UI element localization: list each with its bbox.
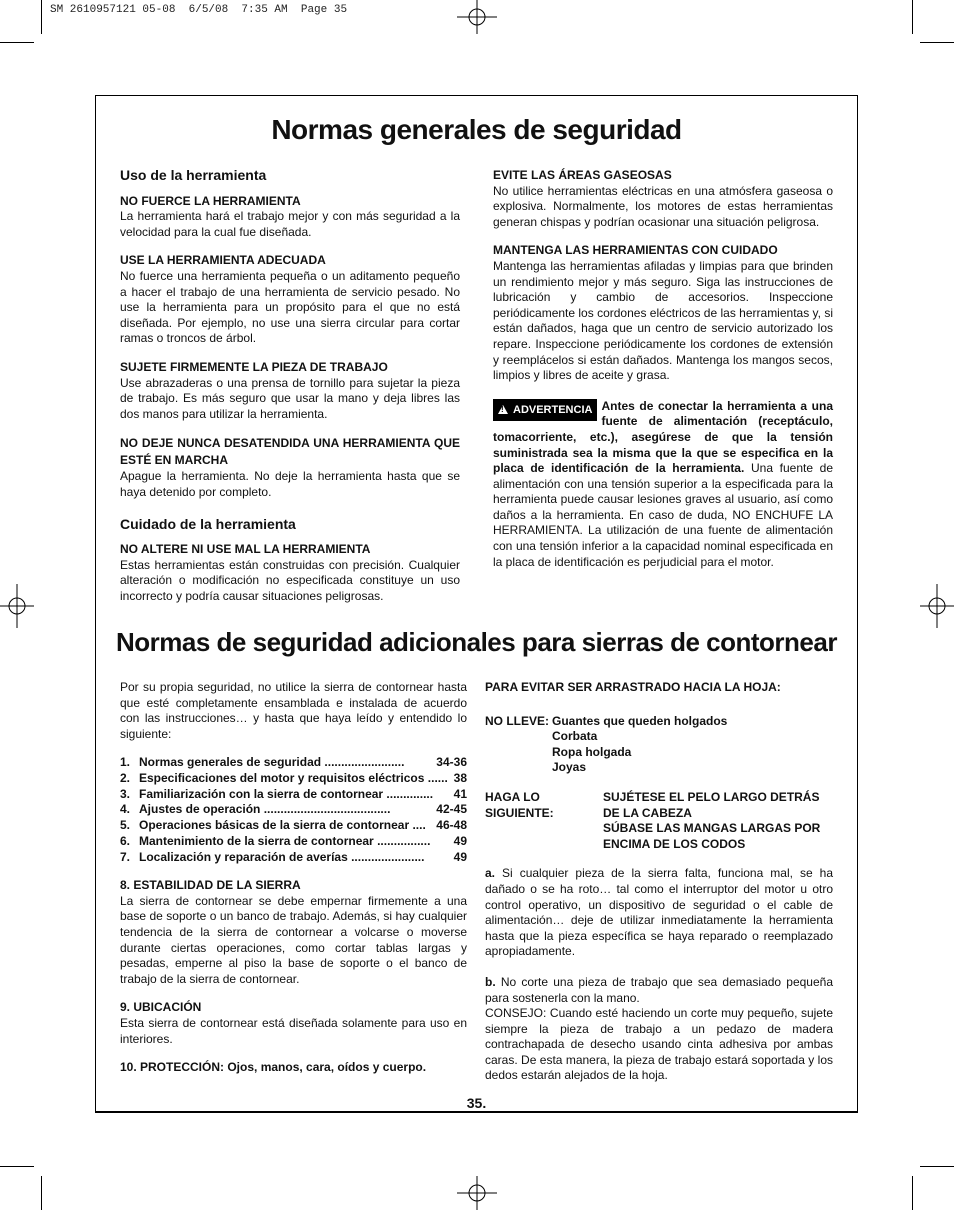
- toc-page: 49: [453, 833, 467, 848]
- rule-heading: NO FUERCE LA HERRAMIENTA: [120, 193, 301, 208]
- crop-mark: [41, 0, 42, 34]
- jigsaw-safety-left-column: [120, 680, 467, 1076]
- section-title: Normas de seguridad adicionales para sierras de contornear: [116, 627, 837, 657]
- rule-heading: MANTENGA LAS HERRAMIENTAS CON CUIDADO: [493, 243, 778, 258]
- page-title: Normas generales de seguridad: [271, 114, 682, 145]
- rule-heading: 8. ESTABILIDAD DE LA SIERRA: [120, 878, 301, 893]
- registration-mark-icon: [455, 0, 499, 34]
- rule-text: La sierra de contornear se debe empernar firmemente a una base de soporte o un banco de trabajo. Además, si hay cualquier tendencia de la sierra de contornear a volcarse o moverse durante ciertas operaciones, como cortar tablas largas y pesadas, emperne al piso la base de soporte o el banco de trabajo de la sierra de contornear.: [120, 893, 467, 986]
- toc-leader: ........................: [321, 755, 405, 770]
- toc-page: 42-45: [436, 802, 467, 817]
- toc-title: Normas generales de seguridad ........................: [139, 755, 405, 770]
- warning-badge-label: ADVERTENCIA: [513, 403, 593, 416]
- item-label: b.: [485, 974, 496, 989]
- toc-list: [120, 755, 467, 865]
- warning-bold-text: Antes de conectar la herramienta a una fuente de alimentación (receptáculo, tomacorriente, etc.), asegúrese de que la tensión suministrada sea la misma que la que se especifica en la placa de identificación de la herramienta.: [493, 398, 833, 476]
- haga-label: HAGA LO SIGUIENTE:: [485, 789, 554, 820]
- crop-mark: [912, 1176, 913, 1210]
- toc-row: [120, 850, 467, 866]
- toc-row: [120, 802, 467, 818]
- toc-leader: ................: [373, 833, 431, 848]
- toc-title: Especificaciones del motor y requisitos eléctricos ......: [139, 771, 448, 786]
- rule-text: Mantenga las herramientas afiladas y limpias para que brinden un rendimiento mejor y más seguro. Siga las instrucciones de lubricación y cambio de accesorios. Inspeccione periódicamente los cordones eléctricos de las herramientas y, si están dañados, haga que un centro de servicio autorizado los repare. Inspeccione periódicamente los cordones de extensión y reemplácelos si están dañados. Mantenga los mangos secos, limpios y libres de aceite y grasa.: [493, 258, 833, 383]
- toc-number: 5.: [120, 818, 131, 833]
- item-text: Si cualquier pieza de la sierra falta, funciona mal, se ha dañado o se ha roto… tal como el interruptor del motor u otro control operativo, un dispositivo de seguridad o el cable de alimentación… deje de utilizar inmediatamente la herramienta hasta que la pieza específica se haya reparado o reemplazado apropiadamente.: [485, 866, 833, 959]
- toc-page: 38: [453, 771, 467, 786]
- rule-text: Use abrazaderas o una prensa de tornillo para sujetar la pieza de trabajo. Es más seguro que usar la mano y deja libres las dos manos para utilizar la herramienta.: [120, 375, 460, 421]
- intro-text: Por su propia seguridad, no utilice la sierra de contornear hasta que esté completamente ensamblada e instalada de acuerdo con las instrucciones… y hasta que haya leído y entendido lo siguiente:: [120, 680, 467, 741]
- print-slug: SM 2610957121 05-08 6/5/08 7:35 AM Page 35: [50, 4, 348, 16]
- toc-row: [120, 771, 467, 787]
- rule-text: La herramienta hará el trabajo mejor y con más seguridad a la velocidad para la cual fue diseñada.: [120, 209, 460, 239]
- haga-item: SUJÉTESE EL PELO LARGO DETRÁS: [603, 789, 820, 804]
- crop-mark: [920, 42, 954, 43]
- toc-title: Ajustes de operación ......................................: [139, 802, 391, 817]
- warning-block: [493, 399, 833, 571]
- rule-heading: 10. PROTECCIÓN: Ojos, manos, cara, oídos y cuerpo.: [120, 1060, 427, 1075]
- toc-number: 4.: [120, 802, 131, 817]
- rule-heading: USE LA HERRAMIENTA ADECUADA: [120, 253, 326, 268]
- rule-text: Esta sierra de contornear está diseñada solamente para uso en interiores.: [120, 1016, 467, 1046]
- toc-leader: ..............: [383, 786, 434, 801]
- rule-heading: SUJETE FIRMEMENTE LA PIEZA DE TRABAJO: [120, 359, 388, 374]
- crop-mark: [41, 1176, 42, 1210]
- general-safety-right-column: [493, 168, 833, 570]
- toc-number: 6.: [120, 833, 131, 848]
- toc-number: 2.: [120, 771, 131, 786]
- registration-mark-icon: [920, 584, 954, 628]
- toc-number: 1.: [120, 755, 131, 770]
- no-lleve-label: NO LLEVE:: [485, 713, 550, 728]
- no-lleve-item: Ropa holgada: [552, 744, 632, 759]
- registration-mark-icon: [455, 1176, 499, 1210]
- toc-leader: ......: [424, 771, 448, 786]
- warning-text: Una fuente de alimentación con una tensión superior a la especificada para la herramienta puede causar lesiones graves al usuario, así como daños a la herramienta. En caso de duda, NO ENCHUFE LA HERRAMIENTA. La utilización de una fuente de alimentación con una tensión inferior a la capacidad nominal especificada en la placa de identificación es perjudicial para el motor.: [493, 461, 833, 569]
- section-subheading: Cuidado de la herramienta: [120, 515, 296, 532]
- toc-row: [120, 755, 467, 771]
- rule-heading: NO ALTERE NI USE MAL LA HERRAMIENTA: [120, 542, 371, 557]
- toc-page: 34-36: [436, 755, 467, 770]
- toc-title: Operaciones básicas de la sierra de contornear ....: [139, 818, 426, 833]
- haga-item: SÚBASE LAS MANGAS LARGAS POR: [603, 821, 821, 836]
- toc-leader: ....: [409, 818, 426, 833]
- no-lleve-item: Guantes que queden holgados: [552, 713, 728, 728]
- section-subheading: Uso de la herramienta: [120, 167, 267, 183]
- crop-mark: [912, 0, 913, 34]
- rule-text: Estas herramientas están construidas con precisión. Cualquier alteración o modificación no especificada constituye un uso incorrecto y podría causar situaciones peligrosas.: [120, 557, 460, 603]
- haga-items: [603, 790, 820, 852]
- crop-mark: [0, 42, 34, 43]
- warning-triangle-icon: [498, 405, 508, 414]
- rule-text: No fuerce una herramienta pequeña o un aditamento pequeño a hacer el trabajo de una herramienta de servicio pesado. No use la herramienta para un propósito para el que no está diseñada. Por ejemplo, no use una sierra circular para cortar ramas o troncos de árbol.: [120, 268, 460, 346]
- toc-title: Familiarización con la sierra de contornear ..............: [139, 786, 434, 801]
- toc-leader: ......................................: [260, 802, 391, 817]
- toc-page: 46-48: [436, 818, 467, 833]
- haga-list: [485, 790, 833, 852]
- rule-text: Apague la herramienta. No deje la herramienta hasta que se haya detenido por completo.: [120, 469, 460, 499]
- rule-text: [485, 866, 833, 960]
- item-text: No corte una pieza de trabajo que sea demasiado pequeña para sostenerla con la mano.: [485, 974, 833, 1005]
- toc-title: Mantenimiento de la sierra de contornear ................: [139, 833, 431, 848]
- rule-heading: 9. UBICACIÓN: [120, 1000, 202, 1015]
- toc-title: Localización y reparación de averías ......................: [139, 849, 425, 864]
- registration-mark-icon: [0, 584, 34, 628]
- page-number: 35.: [466, 1095, 487, 1111]
- toc-number: 7.: [120, 849, 131, 864]
- toc-row: [120, 834, 467, 850]
- haga-item: DE LA CABEZA: [603, 805, 692, 820]
- rule-text: No utilice herramientas eléctricas en una atmósfera gaseosa o explosiva. Normalmente, los motores de estas herramientas generan chispas y podrían ocasionar una situación peligrosa.: [493, 183, 833, 229]
- jigsaw-safety-right-column: [485, 680, 833, 1084]
- toc-page: 49: [453, 849, 467, 864]
- toc-row: [120, 818, 467, 834]
- warning-badge: [493, 399, 597, 421]
- rule-heading: EVITE LAS ÁREAS GASEOSAS: [493, 168, 672, 182]
- rule-heading: NO DEJE NUNCA DESATENDIDA UNA HERRAMIENTA QUE ESTÉ EN MARCHA: [120, 436, 460, 468]
- no-lleve-items: [552, 714, 727, 776]
- haga-item: ENCIMA DE LOS CODOS: [603, 836, 746, 851]
- no-lleve-item: Corbata: [552, 729, 598, 744]
- tip-text: CONSEJO: Cuando esté haciendo un corte muy pequeño, sujete siempre la pieza de trabajo a un pedazo de madera contrachapada de desecho usando cinta adhesiva por ambas caras. De esta manera, la pieza de trabajo estará soportada y los dedos estarán alejados de la hoja.: [485, 1006, 833, 1083]
- toc-number: 3.: [120, 786, 131, 801]
- toc-leader: ......................: [347, 849, 425, 864]
- general-safety-left-column: [120, 168, 460, 604]
- rule-text: [485, 975, 833, 1006]
- no-lleve-item: Joyas: [552, 760, 587, 775]
- rule-heading: PARA EVITAR SER ARRASTRADO HACIA LA HOJA:: [485, 680, 781, 694]
- crop-mark: [0, 1166, 34, 1167]
- toc-page: 41: [453, 786, 467, 801]
- toc-row: [120, 787, 467, 803]
- item-label: a.: [485, 866, 496, 881]
- no-lleve-list: [485, 714, 833, 776]
- crop-mark: [920, 1166, 954, 1167]
